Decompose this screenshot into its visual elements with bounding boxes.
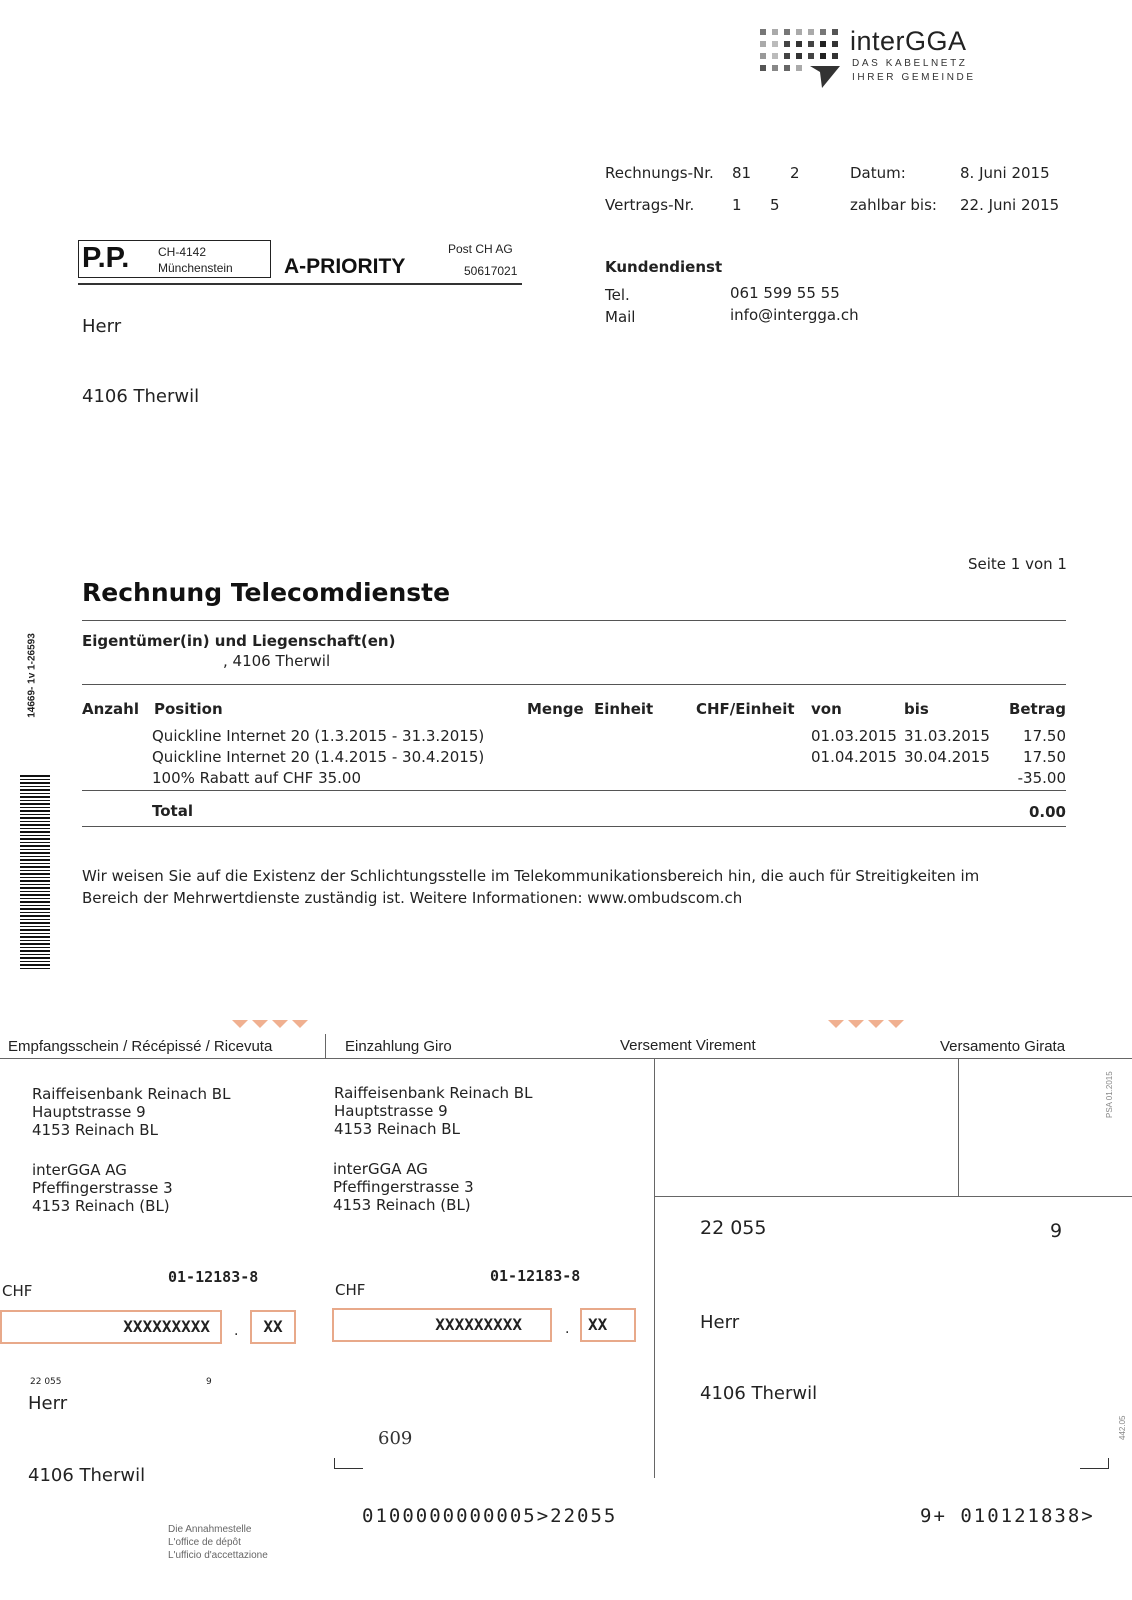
corner-mark-icon — [334, 1458, 363, 1469]
slip-divider-main — [654, 1058, 655, 1478]
invoice-title: Rechnung Telecomdienste — [82, 578, 451, 607]
payee-name-receipt: interGGA AG — [32, 1161, 127, 1179]
account-giro: 01-12183-8 — [490, 1267, 581, 1285]
payee-city-receipt: 4153 Reinach (BL) — [32, 1197, 170, 1215]
payee-name-giro: interGGA AG — [333, 1160, 428, 1178]
row-von: 01.03.2015 — [811, 727, 897, 745]
coding-line-left: 0100000000005>22055 — [362, 1505, 618, 1527]
currency-giro: CHF — [335, 1281, 366, 1299]
amount-cents-field-giro[interactable]: XX — [580, 1308, 636, 1342]
bank-city-receipt: 4153 Reinach BL — [32, 1121, 158, 1139]
col-menge: Menge — [527, 700, 584, 718]
datum-value: 8. Juni 2015 — [960, 164, 1050, 182]
account-receipt: 01-12183-8 — [168, 1268, 259, 1286]
logo-name: interGGA — [850, 26, 967, 56]
row-betrag: -35.00 — [1017, 769, 1066, 787]
logo-mark-icon — [760, 26, 842, 92]
vertrags-nr-1: 1 — [732, 196, 742, 214]
logo-tagline-1: DAS KABELNETZ — [852, 58, 968, 69]
page-info: Seite 1 von 1 — [968, 555, 1067, 573]
bank-name-receipt: Raiffeisenbank Reinach BL — [32, 1085, 231, 1103]
logo-tagline-2: IHRER GEMEINDE — [852, 72, 976, 83]
perforation-arrows-icon — [828, 1020, 908, 1032]
slip-top-line — [0, 1058, 1132, 1059]
col-betrag: Betrag — [1008, 700, 1066, 718]
total-value: 0.00 — [1028, 803, 1066, 821]
mail-value: info@intergga.ch — [730, 306, 859, 324]
payee-street-receipt: Pfeffingerstrasse 3 — [32, 1179, 173, 1197]
slip-mid-line — [654, 1196, 1132, 1197]
row-position: Quickline Internet 20 (1.4.2015 - 30.4.2015) — [152, 748, 485, 766]
small-ref: 22 055 — [30, 1377, 62, 1387]
side-code: 14669- 1v 1-26593 — [26, 633, 38, 718]
corner-mark-icon — [1080, 1458, 1109, 1469]
bank-street-giro: Hauptstrasse 9 — [334, 1102, 448, 1120]
col-von: von — [811, 700, 842, 718]
amount-cents-field-receipt[interactable]: XX — [250, 1310, 296, 1344]
side-form-code: PSA 01.2015 — [1105, 1071, 1114, 1118]
divider — [82, 684, 1066, 685]
side-barcode — [20, 775, 50, 970]
row-position: Quickline Internet 20 (1.3.2015 - 31.3.2015) — [152, 727, 485, 745]
rechnungs-nr-1: 81 — [732, 164, 752, 182]
row-position: 100% Rabatt auf CHF 35.00 — [152, 769, 362, 787]
currency-receipt: CHF — [2, 1282, 33, 1300]
payer-city-receipt: 4106 Therwil — [28, 1465, 146, 1486]
handwritten-number: 609 — [378, 1428, 413, 1449]
payee-street-giro: Pfeffingerstrasse 3 — [333, 1178, 474, 1196]
row-betrag: 17.50 — [1023, 727, 1066, 745]
slip-header-girata: Versamento Girata — [940, 1038, 1066, 1055]
bank-city-giro: 4153 Reinach BL — [334, 1120, 460, 1138]
slip-header-receipt: Empfangsschein / Récépissé / Ricevuta — [8, 1038, 273, 1055]
slip-header-virement: Versement Virement — [620, 1037, 756, 1054]
zahlbar-label: zahlbar bis: — [850, 196, 937, 214]
postage-post: Post CH AG — [448, 242, 513, 256]
slip-divider-receipt — [325, 1034, 326, 1058]
rechnungs-nr-2: 2 — [790, 164, 800, 182]
row-bis: 31.03.2015 — [904, 727, 990, 745]
tel-label: Tel. — [605, 286, 630, 304]
postage-plz: CH-4142 — [158, 245, 207, 259]
amount-francs-field-receipt[interactable]: XXXXXXXXX — [0, 1310, 222, 1344]
vertrags-nr-2: 5 — [770, 196, 780, 214]
recipient-salutation: Herr — [82, 316, 122, 337]
bank-name-giro: Raiffeisenbank Reinach BL — [334, 1084, 533, 1102]
vertrags-label: Vertrags-Nr. — [605, 196, 695, 214]
bank-street-receipt: Hauptstrasse 9 — [32, 1103, 146, 1121]
tel-value: 061 599 55 55 — [730, 284, 840, 302]
col-chf-einheit: CHF/Einheit — [696, 700, 795, 718]
divider — [82, 790, 1066, 791]
reference-number: 22 055 — [700, 1217, 767, 1239]
coding-line-right: 9+ 010121838> — [920, 1505, 1095, 1527]
recipient-city: 4106 Therwil — [82, 386, 200, 407]
notice-line-1: Wir weisen Sie auf die Existenz der Schlichtungsstelle im Telekommunikationsbereich hin, die auch für Streitigkeiten im — [82, 867, 980, 885]
depot-label-3: L'ufficio d'accettazione — [168, 1550, 268, 1561]
company-logo — [760, 26, 980, 96]
mail-label: Mail — [605, 308, 636, 326]
notice-line-2: Bereich der Mehrwertdienste zuständig ist. Weitere Informationen: www.ombudscom.ch — [82, 889, 743, 907]
divider — [82, 620, 1066, 621]
small-check: 9 — [206, 1377, 212, 1387]
decimal-dot: . — [234, 1323, 239, 1339]
col-einheit: Einheit — [594, 700, 654, 718]
datum-label: Datum: — [850, 164, 906, 182]
slip-header-giro: Einzahlung Giro — [345, 1038, 452, 1055]
total-label: Total — [152, 802, 193, 820]
postage-ort: Münchenstein — [158, 261, 233, 275]
kundendienst-title: Kundendienst — [605, 258, 723, 276]
depot-label-2: L'office de dépôt — [168, 1537, 241, 1548]
payee-city-giro: 4153 Reinach (BL) — [333, 1196, 471, 1214]
divider — [82, 826, 1066, 827]
postage-underline — [78, 283, 522, 285]
amount-francs-field-giro[interactable]: XXXXXXXXX — [332, 1308, 552, 1342]
col-bis: bis — [904, 700, 929, 718]
slip-divider-girata — [958, 1058, 959, 1196]
col-position: Position — [154, 700, 223, 718]
postage-pp: P.P. — [82, 242, 130, 274]
postage-post-nr: 50617021 — [464, 264, 518, 278]
payer-salutation: Herr — [700, 1312, 740, 1333]
row-von: 01.04.2015 — [811, 748, 897, 766]
rechnungs-label: Rechnungs-Nr. — [605, 164, 714, 182]
side-number: 442.05 — [1118, 1415, 1127, 1440]
owner-value: , 4106 Therwil — [223, 652, 331, 670]
payer-salutation-receipt: Herr — [28, 1393, 68, 1414]
zahlbar-value: 22. Juni 2015 — [960, 196, 1060, 214]
postage-priority: A-PRIORITY — [284, 255, 406, 278]
depot-label-1: Die Annahmestelle — [168, 1524, 252, 1535]
row-betrag: 17.50 — [1023, 748, 1066, 766]
col-anzahl: Anzahl — [82, 700, 139, 718]
owner-label: Eigentümer(in) und Liegenschaft(en) — [82, 632, 396, 650]
payer-city: 4106 Therwil — [700, 1383, 818, 1404]
perforation-arrows-icon — [232, 1020, 312, 1032]
row-bis: 30.04.2015 — [904, 748, 990, 766]
reference-check: 9 — [1050, 1220, 1063, 1242]
decimal-dot: . — [565, 1321, 570, 1337]
